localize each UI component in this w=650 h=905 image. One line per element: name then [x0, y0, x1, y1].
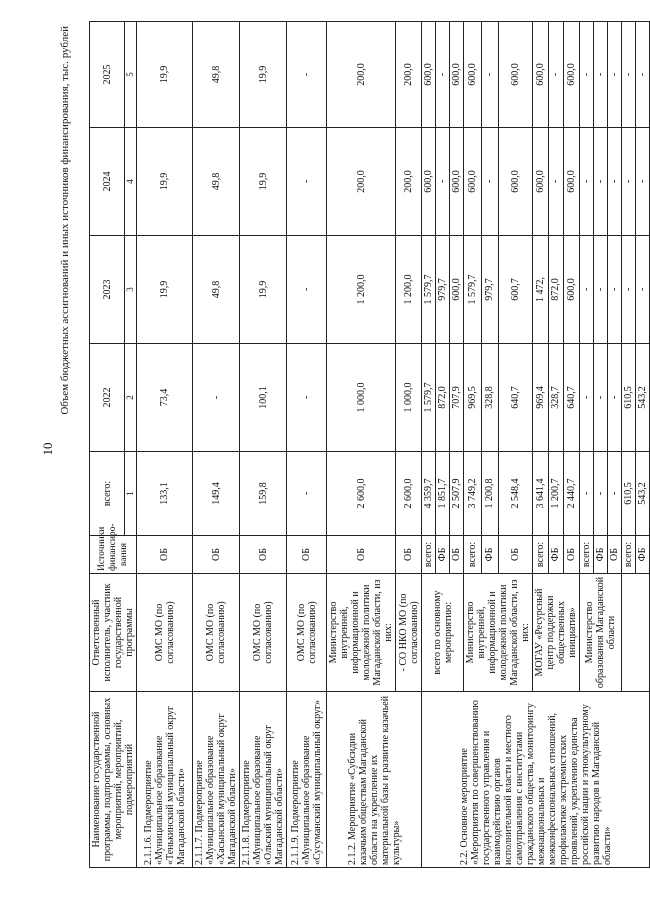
row-source: ОБ [450, 536, 464, 574]
row-2024: 200,0 [327, 128, 396, 236]
row-total: 543,2 [636, 452, 650, 536]
row-2023: 979,7 [436, 236, 450, 344]
row-source: ОБ [240, 536, 287, 574]
row-2024: 600,0 [533, 128, 549, 236]
row-2022: - [594, 344, 608, 452]
row-2022: - [287, 344, 327, 452]
row-total: 1 851,7 [436, 452, 450, 536]
row-total: 1 200,7 [548, 452, 564, 536]
row-source: всего: [533, 536, 549, 574]
row-source: ОБ [499, 536, 533, 574]
row-2023: - [580, 236, 594, 344]
row-name: 2.2. Основное мероприятие «Мероприятия по совершенствованию государственного управления и взаимодействию органов исполнительной власти и местного самоуправления с институтами гражданского общества, мониторингу межнациональных и межконфессиональных отношений, профилактике экстремистских проявлений, укреплению единства российской нации и этнокультурному развитию народов в Магаданской области» [422, 692, 650, 868]
row-2022: 543,2 [636, 344, 650, 452]
row-executor: ОМС МО (по согласованию) [193, 574, 240, 692]
row-name: 2.1.2. Мероприятие «Субсидии казачьим обществам Магаданской области на укрепление их материальной базы и развитие казачьей культуры» [327, 692, 422, 868]
row-2024: 19,9 [137, 128, 193, 236]
table-row [137, 22, 193, 868]
row-source: ОБ [396, 536, 422, 574]
row-2023: 19,9 [137, 236, 193, 344]
row-2022: 1 579,7 [422, 344, 436, 452]
row-name: 2.1.1.6. Подмероприятие «Муниципальное образование «Тенькинский муниципальный округ Магаданской области» [137, 692, 193, 868]
row-source: ФБ [548, 536, 564, 574]
row-executor: МОГАУ «Ресурсный центр поддержки общественных инициатив» [533, 574, 580, 692]
row-2024: 600,0 [464, 128, 482, 236]
row-2025: - [436, 22, 450, 128]
row-2022: - [193, 344, 240, 452]
row-2024: - [481, 128, 499, 236]
row-2023: 979,7 [481, 236, 499, 344]
header-total: всего: [90, 452, 125, 536]
row-source: ОБ [287, 536, 327, 574]
row-2025: 600,0 [499, 22, 533, 128]
row-2024: - [287, 128, 327, 236]
row-2024: 600,0 [450, 128, 464, 236]
row-2022: 100,1 [240, 344, 287, 452]
row-total: 2 600,0 [327, 452, 396, 536]
row-2024: - [436, 128, 450, 236]
row-total: 2 600,0 [396, 452, 422, 536]
row-2022: 969,4 [533, 344, 549, 452]
row-executor: - СО НКО МО (по согласованию) [396, 574, 422, 692]
row-total: 2 440,7 [564, 452, 580, 536]
row-2023: 600,0 [450, 236, 464, 344]
row-source: всего: [422, 536, 436, 574]
row-2023: 19,9 [240, 236, 287, 344]
row-2023: 49,8 [193, 236, 240, 344]
row-2022: 328,7 [548, 344, 564, 452]
row-2025: - [548, 22, 564, 128]
row-name: 2.1.1.9. Подмероприятие «Муниципальное образование «Сусуманский муниципальный округ» [287, 692, 327, 868]
row-executor: ОМС МО (по согласованию) [287, 574, 327, 692]
row-2025: 600,0 [422, 22, 436, 128]
row-2025: - [481, 22, 499, 128]
row-executor: ОМС МО (по согласованию) [137, 574, 193, 692]
row-2024: - [580, 128, 594, 236]
row-total: 133,1 [137, 452, 193, 536]
row-source: ОБ [137, 536, 193, 574]
row-name: 2.1.1.8. Подмероприятие «Муниципальное образование «Ольский муниципальный округ Магаданской области» [240, 692, 287, 868]
page-number: 10 [40, 442, 55, 456]
table-row [287, 22, 327, 868]
row-source: ФБ [436, 536, 450, 574]
row-source: ОБ [564, 536, 580, 574]
header-name: Наименование государственной программы, подпрограммы, основных мероприятий, мероприятий, подмероприятий [90, 692, 137, 868]
row-2022: 707,9 [450, 344, 464, 452]
row-2022: 1 000,0 [327, 344, 396, 452]
row-2023: 872,0 [548, 236, 564, 344]
row-total: - [287, 452, 327, 536]
col-number: 4 [125, 128, 137, 236]
row-2022: 73,4 [137, 344, 193, 452]
row-2024: - [548, 128, 564, 236]
row-source: ФБ [481, 536, 499, 574]
row-total: - [608, 452, 622, 536]
row-2023: 1 200,0 [327, 236, 396, 344]
row-2022: 640,7 [499, 344, 533, 452]
row-2025: 600,0 [464, 22, 482, 128]
row-2024: - [622, 128, 636, 236]
row-2024: - [636, 128, 650, 236]
row-2022: 610,5 [622, 344, 636, 452]
row-source: ФБ [594, 536, 608, 574]
row-2025: 600,0 [450, 22, 464, 128]
row-total: 3 641,4 [533, 452, 549, 536]
col-number: 1 [125, 452, 137, 536]
row-executor: Министерство внутренней, информационной и молодежной политики Магаданской области, из них: [327, 574, 396, 692]
row-2025: - [608, 22, 622, 128]
header-2023: 2023 [90, 236, 125, 344]
row-2025: - [287, 22, 327, 128]
row-source: всего: [622, 536, 636, 574]
row-2025: - [622, 22, 636, 128]
header-2024: 2024 [90, 128, 125, 236]
row-total: 4 359,7 [422, 452, 436, 536]
header-row [90, 22, 125, 868]
funding-caption-text: Объем бюджетных ассигнований и иных источников финансирования, тыс. рублей [59, 26, 71, 415]
header-executor: Ответственный исполнитель, участник государственной программы [90, 574, 137, 692]
table-row [240, 22, 287, 868]
col-number: 3 [125, 236, 137, 344]
row-2024: 600,0 [499, 128, 533, 236]
row-2025: 19,9 [137, 22, 193, 128]
row-source: ОБ [608, 536, 622, 574]
table-row [327, 22, 396, 868]
row-total: 2 548,4 [499, 452, 533, 536]
row-2024: 600,0 [422, 128, 436, 236]
row-2024: - [594, 128, 608, 236]
row-source: ОБ [193, 536, 240, 574]
rotated-page [55, 20, 648, 868]
row-2025: - [580, 22, 594, 128]
row-2022: - [580, 344, 594, 452]
row-2024: 49,8 [193, 128, 240, 236]
row-name: 2.1.1.7. Подмероприятие «Муниципальное образование «Хасынский муниципальный округ Магаданской области» [193, 692, 240, 868]
row-2024: 200,0 [396, 128, 422, 236]
budget-table [89, 21, 650, 868]
row-2023: - [287, 236, 327, 344]
row-2025: 19,9 [240, 22, 287, 128]
col-number: 2 [125, 344, 137, 452]
row-source: ОБ [327, 536, 396, 574]
row-2024: 600,0 [564, 128, 580, 236]
row-2023: 1 579,7 [422, 236, 436, 344]
row-2022: - [608, 344, 622, 452]
table-row [422, 22, 436, 868]
row-2023: - [622, 236, 636, 344]
row-2023: - [608, 236, 622, 344]
row-2023: 600,7 [499, 236, 533, 344]
row-2025: 600,0 [564, 22, 580, 128]
row-2023: 1 472, [533, 236, 549, 344]
row-executor: всего по основному мероприятию: [422, 574, 464, 692]
row-source: всего: [464, 536, 482, 574]
row-total: 2 507,9 [450, 452, 464, 536]
row-total: - [594, 452, 608, 536]
row-total: 1 200,8 [481, 452, 499, 536]
row-2025: 49,8 [193, 22, 240, 128]
row-2025: - [636, 22, 650, 128]
row-executor: ОМС МО (по согласованию) [240, 574, 287, 692]
row-source: ФБ [636, 536, 650, 574]
row-2022: 969,5 [464, 344, 482, 452]
row-total: 610,5 [622, 452, 636, 536]
header-2022: 2022 [90, 344, 125, 452]
row-2022: 1 000,0 [396, 344, 422, 452]
row-executor: Министерство образования Магаданской области [580, 574, 622, 692]
row-2023: - [594, 236, 608, 344]
row-2023: - [636, 236, 650, 344]
row-2023: 1 579,7 [464, 236, 482, 344]
row-2022: 872,0 [436, 344, 450, 452]
row-2025: 200,0 [396, 22, 422, 128]
row-2022: 640,7 [564, 344, 580, 452]
table-row [193, 22, 240, 868]
row-2023: 1 200,0 [396, 236, 422, 344]
row-total: 3 749,2 [464, 452, 482, 536]
header-2025: 2025 [90, 22, 125, 128]
row-2024: 19,9 [240, 128, 287, 236]
row-2024: - [608, 128, 622, 236]
row-total: 149,4 [193, 452, 240, 536]
row-executor: Министерство внутренней, информационной и молодежной политики Магаданской области, из них: [464, 574, 533, 692]
row-2022: 328,8 [481, 344, 499, 452]
row-2025: 600,0 [533, 22, 549, 128]
row-2025: 200,0 [327, 22, 396, 128]
row-executor [622, 574, 650, 692]
row-source: всего: [580, 536, 594, 574]
row-2023: 600,0 [564, 236, 580, 344]
row-total: 159,8 [240, 452, 287, 536]
col-number: 5 [125, 22, 137, 128]
row-total: - [580, 452, 594, 536]
row-2025: - [594, 22, 608, 128]
header-source: Источники финансиро-вания [90, 536, 137, 574]
